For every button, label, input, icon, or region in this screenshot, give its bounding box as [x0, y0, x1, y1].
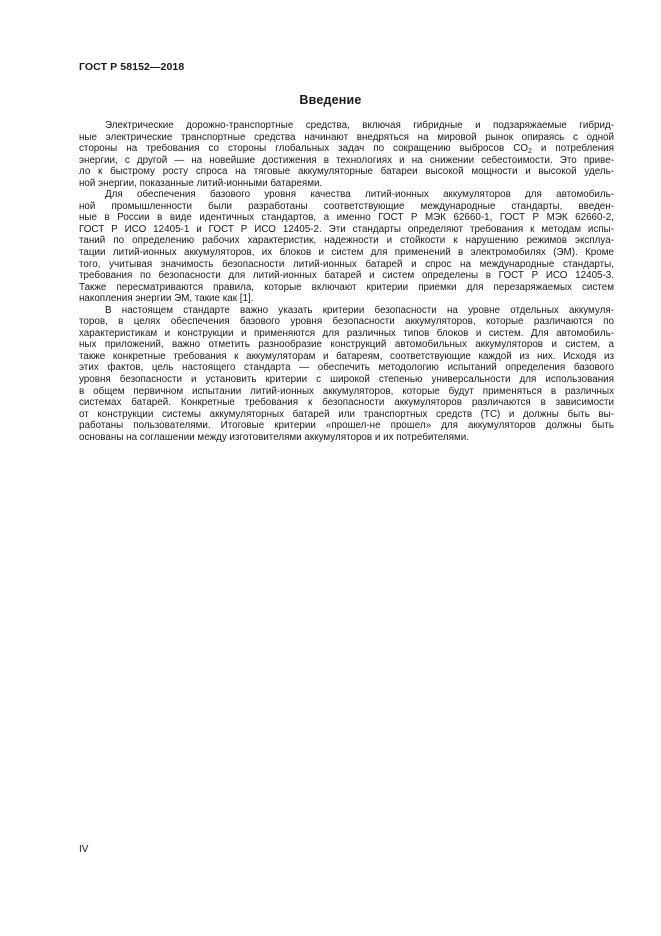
text-line: этих фактов, цель настоящего стандарта — обеспечить методологию испытаний определения базового	[79, 362, 614, 374]
subscript: 2	[527, 148, 532, 156]
text-line: основаны на соглашении между изготовителями аккумуляторов и их потребителями.	[79, 431, 469, 443]
text-line: энергии, с другой — на новейшие достижения в технологиях и на снижении себестоимости. Это приве-	[79, 154, 614, 166]
text-line: того, учитывая значимость безопасности литий-ионных батарей и спрос на международные стандарты,	[79, 258, 614, 270]
text-line: ло к быстрому росту спроса на тяговые аккумуляторные батареи высокой мощности и высокой удель-	[79, 166, 614, 178]
body-text	[79, 120, 614, 443]
text-line: ные в России в виде идентичных стандартов, а именно ГОСТ Р МЭК 62660-1, ГОСТ Р МЭК 62660-2,	[79, 212, 614, 224]
text-line: от конструкции системы аккумуляторных батарей или транспортных средств (ТС) и должны быть вы-	[79, 408, 614, 420]
text-line: ных приложений, важно отметить разнообразие конструкций автомобильных аккумуляторов и систем, а	[79, 339, 614, 351]
text-line: также конкретные требования к аккумуляторам и батареям, соответствующие каждой из них. Исходя из	[79, 350, 614, 362]
text-line: требования по безопасности для литий-ионных батарей и систем определены в ГОСТ Р ИСО 12405-3.	[79, 270, 614, 282]
paragraph	[79, 305, 614, 444]
document-code: ГОСТ Р 58152—2018	[79, 61, 185, 73]
section-title: Введение	[299, 93, 362, 107]
text-line: накопления энергии ЭМ, такие как [1].	[79, 293, 254, 305]
text-line: торов, в целях обеспечения базового уровня безопасности аккумуляторов, которые различаются по	[79, 316, 614, 328]
text-line: уровня безопасности и установить критерии с широкой степенью универсальности для использования	[79, 374, 614, 386]
text-line: тации литий-ионных аккумуляторов, их блоков и систем для применений в электромобилях (ЭМ). Кроме	[79, 247, 614, 259]
text-line: стороны на требования со стороны глобальных задач по сокращению выбросов $CO_2$ и потребления	[79, 143, 614, 156]
text-line: Также пересматриваются правила, которые включают критерии приемки для перезаряжаемых систем	[79, 281, 614, 293]
text-line: Для обеспечения базового уровня качества литий-ионных аккумуляторов для автомобиль-	[105, 189, 614, 201]
text-line: Электрические дорожно-транспортные средства, включая гибридные и подзаряжаемые гибрид-	[105, 120, 614, 131]
text-line: В настоящем стандарте важно указать критерии безопасности на уровне отдельных аккумуля-	[105, 304, 614, 316]
paragraph	[79, 120, 614, 189]
text-line: в общем первичном испытании литий-ионных аккумуляторов, которые будут применяться в различных	[79, 385, 614, 397]
text-line: системах батарей. Конкретные требования к безопасности аккумуляторов различаются в зависимости	[79, 397, 614, 409]
text-line: ные электрические транспортные средства начинают внедряться на мировой рынок опираясь с одной	[79, 131, 614, 143]
text-line: работаны пользователями. Итоговые критерии «прошел-не прошел» для аккумуляторов должны быть	[79, 420, 614, 432]
paragraph	[79, 189, 614, 304]
text-line: ГОСТ Р ИСО 12405-1 и ГОСТ Р ИСО 12405-2. Эти стандарты определяют требования к методам испы-	[79, 223, 614, 235]
text-line: таний по определению рабочих характеристик, надежности и стойкости к нарушению режимов эксплуа-	[79, 235, 614, 247]
text-line: характеристикам и конструкции и применяются для различных типов блоков и систем. Для автомобиль-	[79, 327, 614, 339]
page-number: IV	[79, 844, 89, 855]
text-line: ной промышленности были разработаны соответствующие международные стандарты, введен-	[79, 200, 614, 212]
text-line: ной энергии, показанные литий-ионными батареями.	[79, 177, 323, 189]
